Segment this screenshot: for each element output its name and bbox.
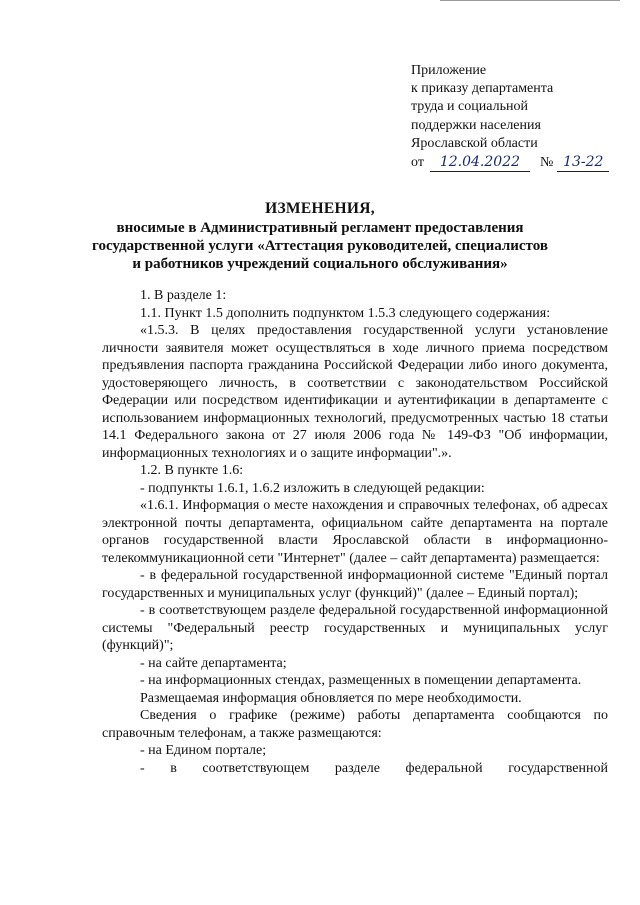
appendix-line: к приказу департамента bbox=[411, 81, 554, 97]
paragraph: «1.6.1. Информация о месте нахождения и справочных телефонах, об адресах электронной почты департамента, официальном сайте департамента на портале органов государственной власти Ярославской области в информационно-телекоммуникационной сети "Интернет" (далее – сайт департамента) размещается: bbox=[102, 498, 608, 566]
paragraph: - подпункты 1.6.1, 1.6.2 изложить в следующей редакции: bbox=[140, 480, 485, 496]
appendix-line: Ярославской области bbox=[411, 135, 538, 151]
title-line: и работников учреждений социального обслуживания» bbox=[132, 256, 508, 272]
appendix-line: труда и социальной bbox=[411, 99, 528, 115]
paragraph: «1.5.3. В целях предоставления государственной услуги установление личности заявителя может осуществляться в ходе личного приема посредством предъявления паспорта гражданина Российской Федерации либо иного документа, удостоверяющего личность, в соответствии с законодательством Российской Федерации или посредством идентификации и аутентификации в департаменте с использованием информационных технологий, предусмотренных частью 18 статьи 14.1 Федерального закона от 27 июля 2006 года № 149-ФЗ "Об информации, информационных технологиях и о защите информации".». bbox=[102, 323, 608, 461]
number-label: № bbox=[539, 155, 554, 171]
paragraph: - в соответствующем разделе федеральной государственной bbox=[140, 760, 608, 776]
handwritten-number: 13-22 bbox=[557, 153, 609, 172]
title-line: государственной услуги «Аттестация руководителей, специалистов bbox=[92, 238, 548, 254]
from-label: от bbox=[411, 155, 424, 171]
paragraph: - в соответствующем разделе федеральной государственной информационной системы "Федеральный реестр государственных и муниципальных услуг (функций)"; bbox=[102, 603, 608, 653]
appendix-line: Приложение bbox=[411, 63, 487, 78]
paragraph: 1.2. В пункте 1.6: bbox=[140, 463, 244, 478]
paragraph: - на сайте департамента; bbox=[140, 655, 287, 671]
paragraph: Размещаемая информация обновляется по мере необходимости. bbox=[140, 690, 522, 706]
paragraph: - на Едином портале; bbox=[140, 743, 267, 758]
handwritten-date: 12.04.2022 bbox=[430, 153, 530, 172]
title-line: вносимые в Административный регламент предоставления bbox=[116, 220, 524, 236]
document-body bbox=[102, 287, 608, 777]
appendix-block bbox=[411, 62, 609, 172]
paragraph: - в федеральной государственной информационной системе "Единый портал государственных и муниципальных услуг (функций)" (далее – Единый портал); bbox=[102, 568, 608, 601]
document-title bbox=[0, 200, 640, 273]
appendix-line: поддержки населения bbox=[411, 117, 541, 133]
paragraph: 1. В разделе 1: bbox=[140, 288, 227, 303]
paragraph: 1.1. Пункт 1.5 дополнить подпунктом 1.5.3 следующего содержания: bbox=[140, 305, 551, 321]
title-heading: ИЗМЕНЕНИЯ, bbox=[265, 200, 375, 217]
scan-edge-line bbox=[440, 0, 620, 3]
paragraph: Сведения о графике (режиме) работы департамента сообщаются по справочным телефонам, а также размещаются: bbox=[102, 708, 608, 741]
order-date-number-line bbox=[411, 153, 609, 172]
paragraph: - на информационных стендах, размещенных в помещении департамента. bbox=[140, 673, 582, 688]
